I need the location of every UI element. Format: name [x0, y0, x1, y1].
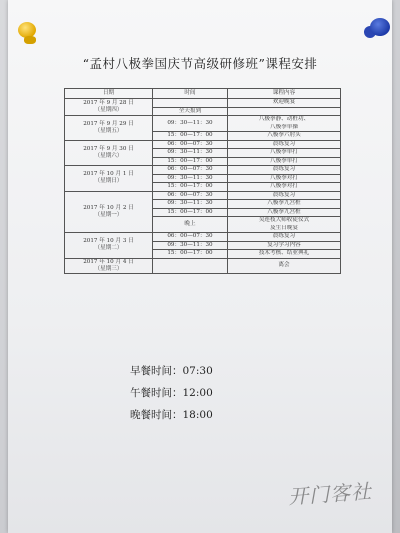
- content-cell: 离会: [228, 258, 341, 273]
- time-cell: 15：00—17：00: [153, 132, 228, 141]
- lunch-time: 午餐时间：12:00: [130, 387, 213, 399]
- blue-pushpin-icon: [370, 18, 390, 36]
- breakfast-time: 早餐时间：07:30: [130, 365, 213, 377]
- content-cell: 八极拳单打: [228, 149, 341, 158]
- time-cell: 09：30—11：30: [153, 200, 228, 209]
- content-cell: 八极拳静、动桩功、: [228, 116, 341, 124]
- content-cell: 八极拳单操: [228, 124, 341, 132]
- content-cell: [228, 107, 341, 116]
- time-cell: 15：00—17：00: [153, 250, 228, 259]
- content-cell: 吴连枝大师收徒仪式: [228, 217, 341, 225]
- table-row: [65, 166, 341, 175]
- date-cell: 2017 年 9 月 29 日 （星期五）: [65, 116, 153, 141]
- time-cell: 09：30—11：30: [153, 174, 228, 183]
- date-cell: 2017 年 10 月 2 日 （星期一）: [65, 191, 153, 233]
- date-cell: 2017 年 10 月 4 日 （星期三）: [65, 258, 153, 273]
- table-row: [65, 140, 341, 149]
- table-row: [65, 99, 341, 108]
- time-cell: 15：00—17：00: [153, 157, 228, 166]
- time-cell: [153, 99, 228, 108]
- table-row: [65, 233, 341, 242]
- content-cell: 晨练复习: [228, 166, 341, 175]
- time-cell: 06：00—07：30: [153, 140, 228, 149]
- header-date: 日期: [65, 89, 153, 99]
- time-cell: 全天报到: [153, 107, 228, 116]
- time-cell: 15：00—17：00: [153, 183, 228, 192]
- time-cell: 06：00—07：30: [153, 191, 228, 200]
- date-cell: 2017 年 10 月 1 日 （星期日）: [65, 166, 153, 192]
- header-time: 时间: [153, 89, 228, 99]
- content-cell: 及生日晚宴: [228, 225, 341, 233]
- content-cell: 八极拳六肘头: [228, 132, 341, 141]
- time-cell: 06：00—07：30: [153, 233, 228, 242]
- time-cell: [153, 258, 228, 273]
- table-header-row: [65, 89, 341, 99]
- content-cell: 八极拳对打: [228, 183, 341, 192]
- time-cell: 晚上: [153, 217, 228, 233]
- schedule-table: [64, 88, 341, 274]
- time-cell: 06：00—07：30: [153, 166, 228, 175]
- time-cell: 09：30—11：30: [153, 149, 228, 158]
- content-cell: 欢迎晚宴: [228, 99, 341, 108]
- date-cell: 2017 年 9 月 28 日 （星期四）: [65, 99, 153, 116]
- content-cell: 八极拳九宫桩: [228, 208, 341, 217]
- yellow-pushpin-base-icon: [24, 36, 36, 44]
- table-row: [65, 116, 341, 124]
- content-cell: 晨练复习: [228, 233, 341, 242]
- content-cell: 晨练复习: [228, 140, 341, 149]
- content-cell: 八极拳对打: [228, 174, 341, 183]
- meal-times: [130, 360, 213, 426]
- content-cell: 八极拳九宫桩: [228, 200, 341, 209]
- content-cell: 复习学习内容: [228, 241, 341, 250]
- content-cell: 晨练复习: [228, 191, 341, 200]
- date-cell: 2017 年 9 月 30 日 （星期六）: [65, 140, 153, 166]
- content-cell: 技术考核、结业典礼: [228, 250, 341, 259]
- date-cell: 2017 年 10 月 3 日 （星期二）: [65, 233, 153, 259]
- content-cell: 八极拳单打: [228, 157, 341, 166]
- dinner-time: 晚餐时间：18:00: [130, 409, 213, 421]
- time-cell: 09：30—11：30: [153, 241, 228, 250]
- page-title: “孟村八极拳国庆节高级研修班”课程安排: [82, 56, 318, 71]
- header-content: 课程内容: [228, 89, 341, 99]
- time-cell: 09：30—11：30: [153, 116, 228, 132]
- time-cell: 15：00—17：00: [153, 208, 228, 217]
- table-row: [65, 191, 341, 200]
- watermark-stamp: 开门客社: [287, 479, 373, 509]
